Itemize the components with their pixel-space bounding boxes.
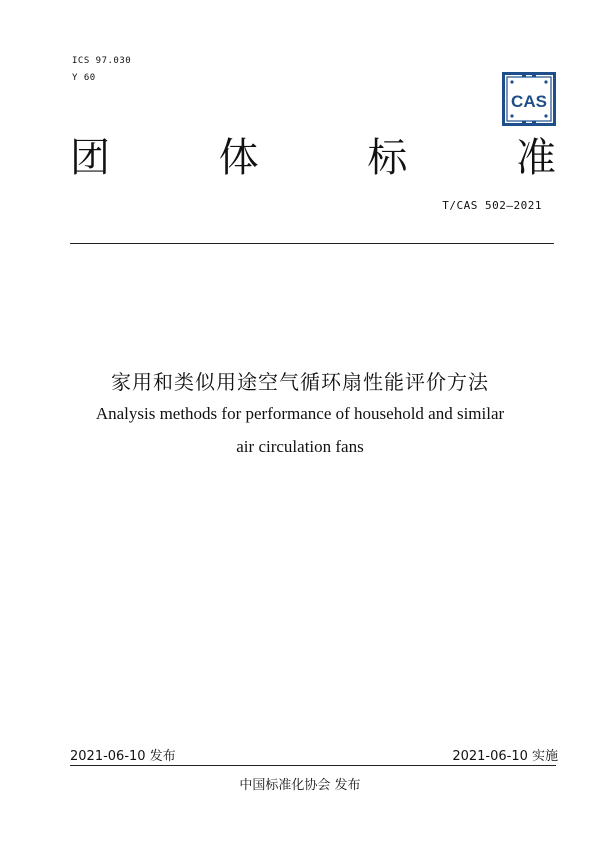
standard-type-heading <box>70 134 556 182</box>
title-english-line2: air circulation fans <box>236 437 364 456</box>
issue-date: 2021-06-10 发布 <box>70 749 176 764</box>
standard-type-char: 团 <box>70 135 110 181</box>
standard-type-char: 体 <box>218 135 259 181</box>
cas-logo <box>502 72 556 126</box>
ccs-code: Y 60 <box>72 73 96 83</box>
header-divider <box>70 243 554 244</box>
logo-text: CAS <box>511 92 547 111</box>
title-chinese: 家用和类似用途空气循环扇性能评价方法 <box>111 370 489 394</box>
title-english-line1: Analysis methods for performance of household and similar <box>95 404 505 423</box>
implement-date: 2021-06-10 实施 <box>452 749 558 764</box>
standard-type-char: 标 <box>367 135 408 181</box>
footer-divider <box>70 765 556 766</box>
ics-code: ICS 97.030 <box>72 56 132 66</box>
publisher: 中国标准化协会 发布 <box>239 778 361 793</box>
standard-type-char: 准 <box>515 135 556 181</box>
standard-code: T/CAS 502—2021 <box>442 199 542 212</box>
